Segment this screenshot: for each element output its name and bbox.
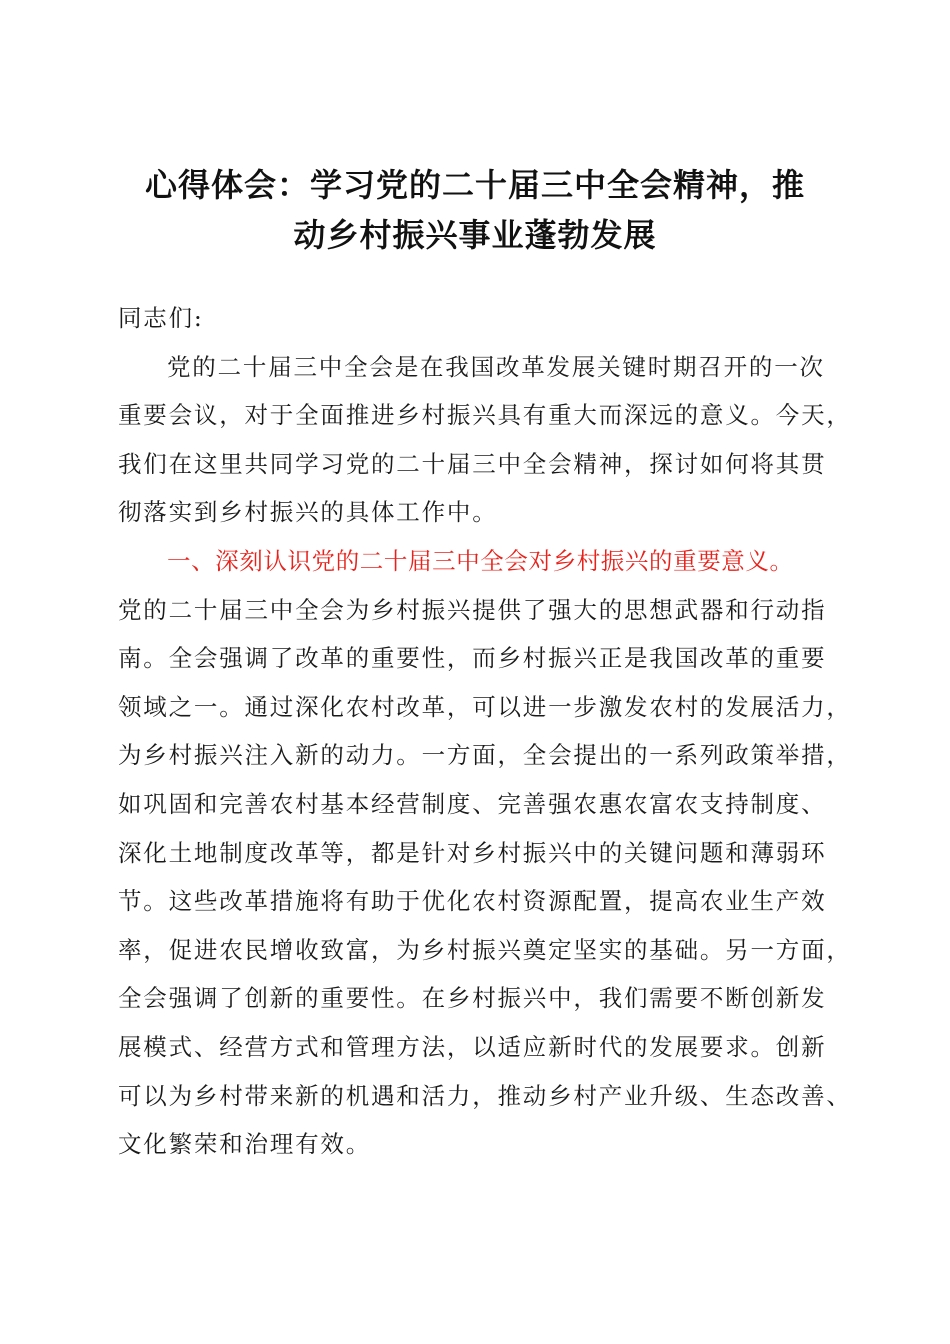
- section-1-heading: [118, 537, 832, 586]
- section-1-line: 为乡村振兴注入新的动力。一方面，全会提出的一系列政策举措，: [118, 741, 852, 770]
- salutation-text: 同志们:: [118, 304, 204, 332]
- section-1-line: 全会强调了创新的重要性。在乡村振兴中，我们需要不断创新发: [118, 984, 827, 1013]
- section-1-line: 率，促进农民增收致富，为乡村振兴奠定坚实的基础。另一方面，: [118, 935, 852, 964]
- section-1-heading-text: 一、深刻认识党的二十届三中全会对乡村振兴的重要意义。: [167, 546, 794, 575]
- intro-line: 重要会议，对于全面推进乡村振兴具有重大而深远的意义。今天，: [118, 401, 852, 430]
- section-1-line: 文化繁荣和治理有效。: [118, 1130, 371, 1159]
- section-1-line: 党的二十届三中全会为乡村振兴提供了强大的思想武器和行动指: [118, 595, 827, 624]
- intro-line: 党的二十届三中全会是在我国改革发展关键时期召开的一次: [167, 352, 825, 381]
- section-1-line: 节。这些改革措施将有助于优化农村资源配置，提高农业生产效: [118, 887, 827, 916]
- document-body: [118, 294, 852, 1169]
- document-title: [118, 160, 832, 260]
- section-1-line: 可以为乡村带来新的机遇和活力，推动乡村产业升级、生态改善、: [118, 1081, 852, 1110]
- section-1-paragraph: [118, 586, 852, 1169]
- intro-paragraph: [118, 343, 852, 537]
- section-1-line: 如巩固和完善农村基本经营制度、完善强农惠农富农支持制度、: [118, 789, 827, 818]
- section-1-line: 展模式、经营方式和管理方法，以适应新时代的发展要求。创新: [118, 1032, 827, 1061]
- salutation: [118, 294, 832, 343]
- intro-line: 彻落实到乡村振兴的具体工作中。: [118, 498, 498, 527]
- intro-line: 我们在这里共同学习党的二十届三中全会精神，探讨如何将其贯: [118, 449, 827, 478]
- title-line-2: 动乡村振兴事业蓬勃发展: [293, 216, 657, 254]
- title-line-1: 心得体会：学习党的二十届三中全会精神，推: [144, 166, 805, 204]
- section-1-line: 南。全会强调了改革的重要性，而乡村振兴正是我国改革的重要: [118, 644, 827, 673]
- section-1-line: 领域之一。通过深化农村改革，可以进一步激发农村的发展活力，: [118, 692, 852, 721]
- section-1-line: 深化土地制度改革等，都是针对乡村振兴中的关键问题和薄弱环: [118, 838, 827, 867]
